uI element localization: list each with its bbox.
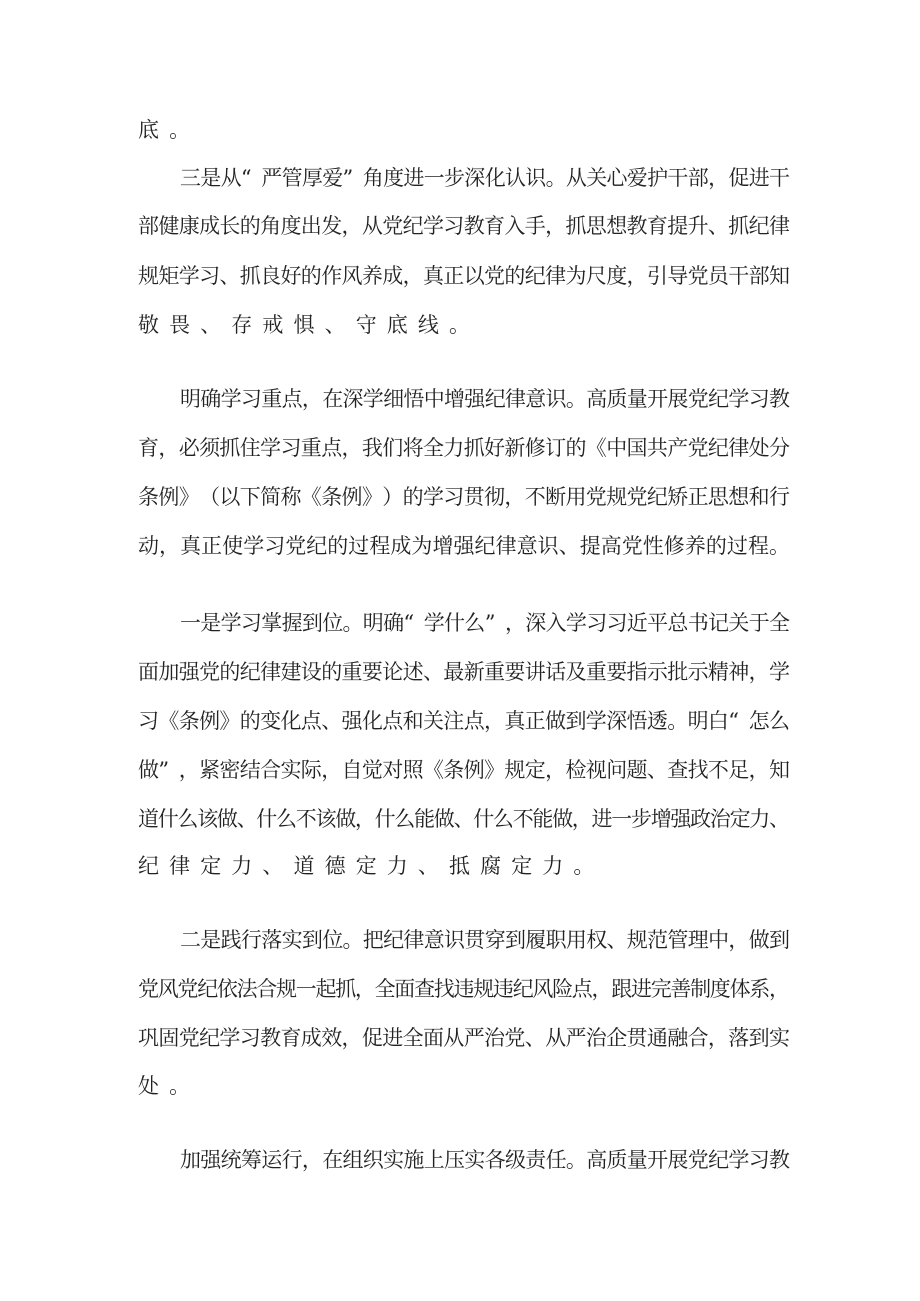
text-line: 敬 畏 、 存 戒 惧 、 守 底 线 。	[138, 313, 470, 337]
text-line: 底 。	[138, 118, 191, 142]
text-line: 面 加 强 党 的 纪 律 建 设 的 重 要 论 述 、 最 新 重 要 讲 话 及 重 要 指 示 批 示 精 神 ， 学	[138, 660, 790, 684]
text-line: 三 是 从 “ 严 管 厚 爱 ” 角 度 进 一 步 深 化 认 识 。 从 关 心 爱 护 干 部 ， 促 进 干	[180, 166, 790, 190]
text-line: 处 。	[138, 1074, 191, 1098]
text-line: 部 健 康 成 长 的 角 度 出 发 ， 从 党 纪 学 习 教 育 入 手 ， 抓 思 想 教 育 提 升 、 抓 纪 律	[138, 214, 790, 238]
text-line: 纪 律 定 力 、 道 德 定 力 、 抵 腐 定 力 。	[138, 854, 595, 878]
text-line: 党 风 党 纪 依 法 合 规 一 起 抓 ， 全 面 查 找 违 规 违 纪 风 险 点 ， 跟 进 完 善 制 度 体 系 ，	[138, 977, 790, 1001]
text-line: 动 ， 真 正 使 学 习 党 纪 的 过 程 成 为 增 强 纪 律 意 识 、 提 高 党 性 修 养 的 过 程 。	[138, 534, 790, 558]
text-line: 二 是 践 行 落 实 到 位 。 把 纪 律 意 识 贯 穿 到 履 职 用 权 、 规 范 管 理 中 ， 做 到	[180, 928, 790, 952]
text-line: 条 例 》 （ 以 下 简 称 《 条 例 》 ） 的 学 习 贯 彻 ， 不 断 用 党 规 党 纪 矫 正 思 想 和 行	[138, 485, 790, 509]
text-line: 道 什 么 该 做 、 什 么 不 该 做 ， 什 么 能 做 、 什 么 不 能 做 ， 进 一 步 增 强 政 治 定 力 、	[138, 807, 790, 831]
text-line: 习 《 条 例 》 的 变 化 点 、 强 化 点 和 关 注 点 ， 真 正 做 到 学 深 悟 透 。 明 白 “ 怎 么	[138, 709, 790, 733]
text-line: 一 是 学 习 掌 握 到 位 。 明 确 “ 学 什 么 ” ， 深 入 学 习 习 近 平 总 书 记 关 于 全	[180, 611, 790, 635]
text-line: 巩 固 党 纪 学 习 教 育 成 效 ， 促 进 全 面 从 严 治 党 、 从 严 治 企 贯 通 融 合 ， 落 到 实	[138, 1026, 790, 1050]
text-line: 加 强 统 筹 运 行 ， 在 组 织 实 施 上 压 实 各 级 责 任 。 高 质 量 开 展 党 纪 学 习 教	[180, 1148, 790, 1172]
text-line: 明 确 学 习 重 点 ， 在 深 学 细 悟 中 增 强 纪 律 意 识 。 高 质 量 开 展 党 纪 学 习 教	[180, 387, 790, 411]
text-line: 做 ” ， 紧 密 结 合 实 际 ， 自 觉 对 照 《 条 例 》 规 定 ， 检 视 问 题 、 查 找 不 足 ， 知	[138, 758, 790, 782]
text-line: 规 矩 学 习 、 抓 良 好 的 作 风 养 成 ， 真 正 以 党 的 纪 律 为 尺 度 ， 引 导 党 员 干 部 知	[138, 264, 790, 288]
text-line: 育 ， 必 须 抓 住 学 习 重 点 ， 我 们 将 全 力 抓 好 新 修 订 的 《 中 国 共 产 党 纪 律 处 分	[138, 436, 790, 460]
